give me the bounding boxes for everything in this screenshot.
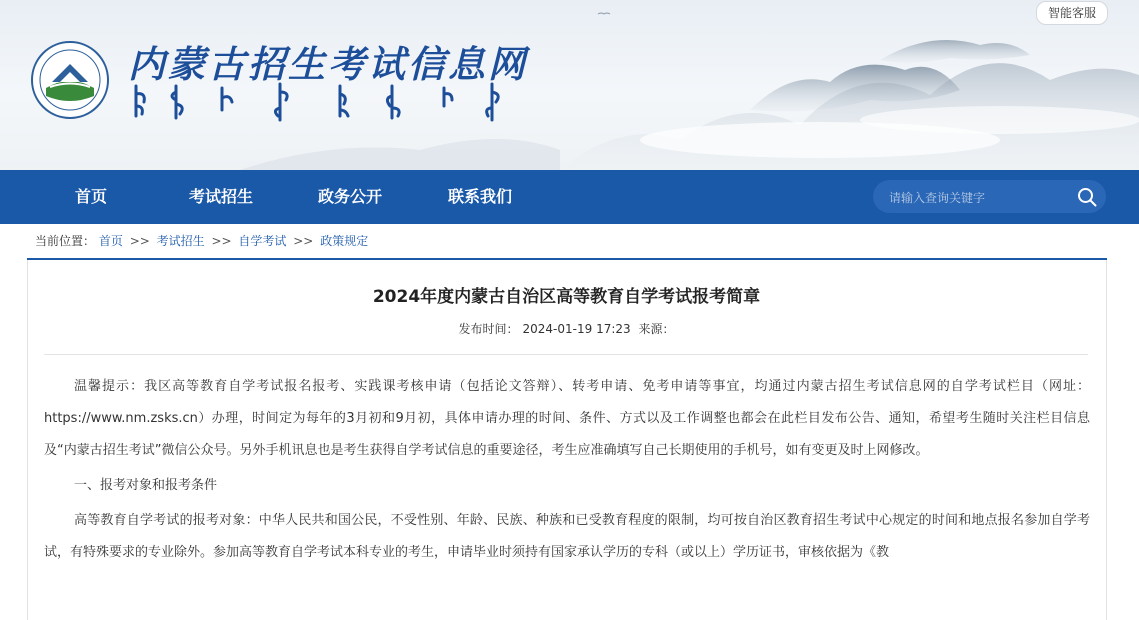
- publish-time-label: 发布时间：: [458, 322, 519, 336]
- breadcrumb-link-self-study-exam[interactable]: 自学考试: [238, 234, 287, 248]
- site-logo-emblem-icon: [30, 40, 110, 120]
- source-label: 来源：: [638, 322, 675, 336]
- nav-item-contact-us[interactable]: 联系我们: [448, 187, 513, 206]
- breadcrumb: [35, 231, 368, 251]
- meta-divider: [44, 354, 1088, 355]
- article-body: [44, 371, 1090, 572]
- nav-item-home[interactable]: 首页: [75, 187, 108, 206]
- main-navbar: [0, 170, 1139, 224]
- article-paragraph-notice: 温馨提示：我区高等教育自学考试报名报考、实践课考核申请（包括论文答辩）、转考申请、免考申请等事宜，均通过内蒙古招生考试信息网的自学考试栏目（网址：https://www.nm.zsks.cn）办理，时间定为每年的3月初和9月初，具体申请办理的时间、条件、方式以及工作调整也都会在此栏目发布公告、通知，希望考生随时关注栏目信息及“内蒙古招生考试”微信公众号。另外手机讯息也是考生获得自学考试信息的重要途径，考生应准确填写自己长期使用的手机号，如有变更及时上网修改。: [44, 379, 1090, 458]
- article-section-heading: 一、报考对象和报考条件: [74, 478, 218, 493]
- mongolian-script-logo: [130, 80, 510, 124]
- search-icon[interactable]: [1077, 187, 1097, 207]
- site-title: 内蒙古招生考试信息网: [128, 42, 528, 86]
- breadcrumb-separator: >>: [129, 234, 150, 248]
- breadcrumb-link-exams-admission[interactable]: 考试招生: [156, 234, 205, 248]
- nav-item-exams-admission[interactable]: 考试招生: [189, 187, 254, 206]
- search-box: [873, 180, 1106, 213]
- breadcrumb-prefix: 当前位置：: [35, 234, 96, 248]
- article-paragraph-eligibility: 高等教育自学考试的报考对象：中华人民共和国公民，不受性别、年龄、民族、种族和已受教育程度的限制，均可按自治区教育招生考试中心规定的时间和地点报名参加自学考试，有特殊要求的专业除外。参加高等教育自学考试本科专业的考生，申请毕业时须持有国家承认学历的专科（或以上）学历证书，审核依据为《教: [44, 513, 1090, 560]
- header-banner: [0, 0, 1139, 170]
- publish-time-value: 2024-01-19 17:23: [522, 322, 631, 336]
- breadcrumb-separator: >>: [293, 234, 314, 248]
- breadcrumb-link-policy[interactable]: 政策规定: [320, 234, 369, 248]
- smart-service-button[interactable]: 智能客服: [1036, 1, 1108, 25]
- article-title: 2024年度内蒙古自治区高等教育自学考试报考简章: [372, 287, 761, 307]
- nav-item-government-affairs[interactable]: 政务公开: [318, 187, 383, 206]
- search-input[interactable]: [887, 180, 1071, 215]
- breadcrumb-link-home[interactable]: 首页: [98, 234, 123, 248]
- breadcrumb-separator: >>: [211, 234, 232, 248]
- article-meta: [0, 320, 1133, 337]
